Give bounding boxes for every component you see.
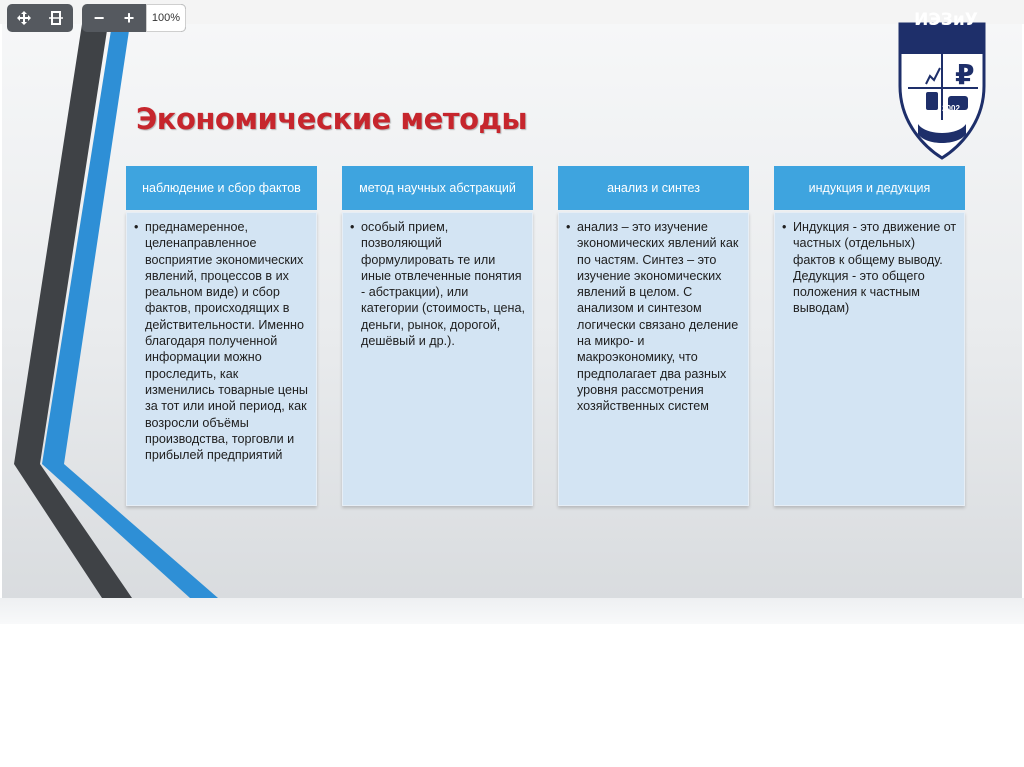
column-heading: метод научных абстракций <box>342 166 533 210</box>
zoom-level[interactable]: 100% <box>146 4 186 32</box>
column-body <box>558 212 749 506</box>
column-analysis <box>558 166 749 506</box>
column-body <box>774 212 965 506</box>
bullet-icon: • <box>350 220 355 234</box>
logo-year: 2002 <box>942 104 960 113</box>
zoom-controls <box>82 4 186 32</box>
slide <box>2 24 1022 598</box>
move-icon <box>16 10 32 26</box>
move-button[interactable] <box>9 4 39 32</box>
slide-title: Экономические методы <box>136 102 528 136</box>
column-heading: анализ и синтез <box>558 166 749 210</box>
column-induction <box>774 166 965 506</box>
bullet-icon: • <box>566 220 571 234</box>
column-heading: наблюдение и сбор фактов <box>126 166 317 210</box>
column-observation <box>126 166 317 506</box>
slide-bottom-shadow <box>0 598 1024 624</box>
column-heading: индукция и дедукция <box>774 166 965 210</box>
zoom-in-icon: + <box>123 7 135 28</box>
fit-icon <box>48 10 64 26</box>
column-text: анализ – это изучение экономических явлений как по частям. Синтез – это изучение экономических явлений в целом. С анализом и синтезом логически связано деление на микро- и макроэкономику, что предполагает два разных уровня рассмотрения хозяйственных систем <box>577 220 739 414</box>
navigation-controls <box>7 4 73 32</box>
bullet-icon: • <box>134 220 139 234</box>
zoom-out-icon: − <box>93 7 105 28</box>
logo-name: ИЭЗиУ <box>914 10 978 30</box>
column-text: преднамеренное, целенаправленное восприятие экономических явлений, процессов в их реальном виде) и сбор фактов, происходящих в действительности. Именно благодаря полученной информации можно проследить, как изменились товарные цены за тот или иной период, как возросли объёмы производства, торговли и прибылей предприятий <box>145 220 308 463</box>
column-body <box>342 212 533 506</box>
column-body <box>126 212 317 506</box>
column-text: особый прием, позволяющий формулировать те или иные отвлеченные понятия - абстракции), или категории (стоимость, цена, деньги, рынок, дорогой, дешёвый и др.). <box>361 220 526 349</box>
zoom-in-button[interactable] <box>114 4 144 32</box>
column-abstraction <box>342 166 533 506</box>
zoom-out-button[interactable] <box>84 4 114 32</box>
fit-button[interactable] <box>41 4 71 32</box>
column-text: Индукция - это движение от частных (отдельных) фактов к общему выводу. Дедукция - это общего положения к частным выводам) <box>793 220 957 316</box>
bullet-icon: • <box>782 220 787 234</box>
ruble-icon: ₽ <box>955 58 975 91</box>
